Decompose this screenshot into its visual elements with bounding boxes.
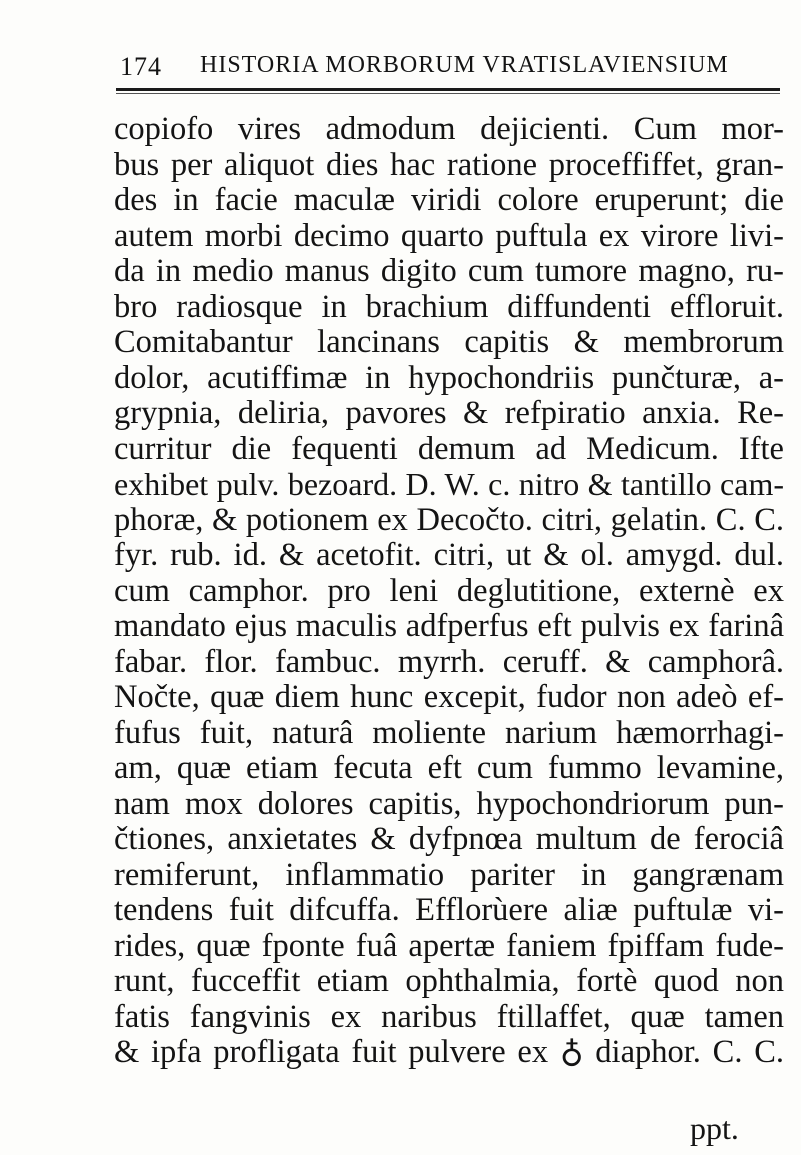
running-title: HISTORIA MORBORUM VRATISLAVIENSIUM <box>200 52 729 78</box>
text-line: čtiones, anxietates & dyfpnœa multum de ferociâ <box>114 821 784 857</box>
text-line: bro radiosque in brachium diffundenti effloruit. <box>114 288 784 325</box>
header-rule <box>116 88 780 91</box>
text-line: rides, quæ fponte fuâ apertæ faniem fpiffam fude- <box>114 927 784 964</box>
text-line: fyr. rub. id. & acetofit. citri, ut & ol. amygd. dul. <box>114 537 784 573</box>
text-line: dolor, acutiffimæ in hypochondriis punčturæ, a- <box>114 359 784 396</box>
page-number: 174 <box>120 52 162 81</box>
text-line: des in facie maculæ viridi colore eruperunt; die <box>114 182 784 218</box>
text-line: fatis fangvinis ex naribus ftillaffet, quæ tamen <box>114 998 784 1035</box>
text-line: mandato ejus maculis adfperfus eft pulvis ex farinâ <box>114 608 784 644</box>
text-line: copiofo vires admodum dejicienti. Cum mor- <box>114 111 784 147</box>
text-line: Comitabantur lancinans capitis & membrorum <box>114 324 784 360</box>
header-rule-thin <box>116 93 780 94</box>
text-line: bus per aliquot dies hac ratione proceffiffet, gran- <box>114 146 784 183</box>
text-line: autem morbi decimo quarto puftula ex virore livi- <box>114 217 784 254</box>
text-line: & ipfa profligata fuit pulvere ex ♁ diaphor. C. C. <box>114 1034 784 1070</box>
text-line: fabar. flor. fambuc. myrrh. ceruff. & camphorâ. <box>114 643 784 680</box>
body-text <box>114 112 784 1071</box>
text-line: cum camphor. pro leni deglutitione, externè ex <box>114 572 784 609</box>
catchword: ppt. <box>690 1110 739 1146</box>
text-line: am, quæ etiam fecuta eft cum fummo levamine, <box>114 750 784 786</box>
text-line: nam mox dolores capitis, hypochondriorum pun- <box>114 785 784 822</box>
text-line: da in medio manus digito cum tumore magno, ru- <box>114 253 784 289</box>
text-line: phoræ, & potionem ex Decočto. citri, gelatin. C. C. <box>114 501 784 538</box>
text-line: tendens fuit difcuffa. Efflorùere aliæ puftulæ vi- <box>114 892 784 928</box>
text-line: remiferunt, inflammatio pariter in gangrænam <box>114 856 784 893</box>
page-header <box>116 50 776 90</box>
text-line: grypnia, deliria, pavores & refpiratio anxia. Re- <box>114 395 784 431</box>
text-line: runt, fucceffit etiam ophthalmia, fortè quod non <box>114 963 784 999</box>
text-line: Nočte, quæ diem hunc excepit, fudor non adeò ef- <box>114 679 784 715</box>
text-line: fufus fuit, naturâ moliente narium hæmorrhagi- <box>114 714 784 751</box>
text-line: exhibet pulv. bezoard. D. W. c. nitro & tantillo cam- <box>114 466 784 502</box>
text-line: curritur die fequenti demum ad Medicum. Ifte <box>114 430 784 467</box>
